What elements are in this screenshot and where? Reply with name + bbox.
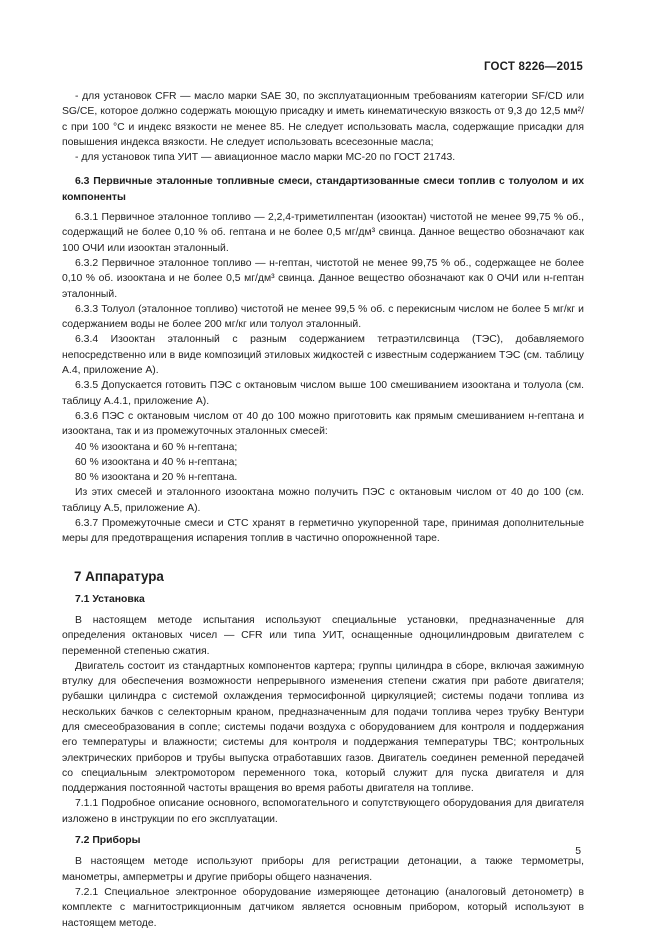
paragraph-oil-uit: - для установок типа УИТ — авиационное масло марки МС-20 по ГОСТ 21743.: [75, 152, 456, 164]
paragraph-6-3-4: 6.3.4 Изооктан эталонный с разным содержанием тетраэтилсвинца (ТЭС), добавляемого непосредственно или в виде композиций этиловых жидкостей с известным содержанием ТЭС (см. таблицу А.4, приложение А).: [62, 334, 584, 377]
page-number: 5: [575, 846, 581, 857]
mixture-item: 40 % изооктана и 60 % н-гептана;: [75, 441, 238, 453]
paragraph-6-3-5: 6.3.5 Допускается готовить ПЭС с октановым числом выше 100 смешиванием изооктана и толуола (см. таблицу А.4.1, приложение А).: [62, 380, 584, 407]
section-heading-7-2: 7.2 Приборы: [75, 835, 141, 847]
document-body: [62, 89, 584, 931]
standard-designation: ГОСТ 8226—2015: [483, 61, 583, 73]
paragraph-7-2-1: 7.2.1 Специальное электронное оборудование измеряющее детонацию (аналоговый детонометр) в комплекте с магнитострикционным датчиком является основным прибором, который используют в настоящем методе.: [62, 886, 584, 929]
paragraph-6-3-6-continued: Из этих смесей и эталонного изооктана можно получить ПЭС с октановым числом от 40 до 100 (см. таблицу А.5, приложение А).: [62, 487, 584, 514]
paragraph-6-3-6: 6.3.6 ПЭС с октановым числом от 40 до 100 можно приготовить как прямым смешиванием н-гептана и изооктана, так и из промежуточных эталонных смесей:: [62, 410, 584, 438]
paragraph-7-1-intro: В настоящем методе испытания используют специальные установки, предназначенные для определения октановых чисел — CFR или типа УИТ, оснащенные одноцилиндровым двигателем с переменной степенью сжатия.: [62, 614, 584, 657]
mixture-item: 60 % изооктана и 40 % н-гептана;: [75, 456, 238, 468]
paragraph-7-2-intro: В настоящем методе используют приборы для регистрации детонации, а также термометры, манометры, амперметры и другие приборы общего назначения.: [62, 856, 584, 883]
mixture-item: 80 % изооктана и 20 % н-гептана.: [75, 472, 238, 484]
chapter-heading-7: 7 Аппаратура: [74, 568, 164, 584]
paragraph-7-1-engine: Двигатель состоит из стандартных компонентов картера; группы цилиндра в сборе, включая зажимную втулку для обеспечения возможности непрерывного изменения степени сжатия при работе двигателя; рубашки цилиндра с системой охлаждения термосифонной циркуляцией; системы подачи топлива из нескольких бачков с селекторным краном, предназначенным для подачи топлива через трубку Вентури для смесеобразования в сопле; системы подачи воздуха с оборудованием для контроля и поддержания его температуры и влажности; системы для контроля и поддержания температуры ТВС; контрольных электрических приборов и трубы выпуска отработавших газов. Двигатель соединен ременной передачей со специальным электромотором переменного тока, который служит для пуска двигателя и для поддержания постоянной частоты вращения во время работы двигателя на топливе.: [62, 660, 584, 795]
section-heading-6-3: 6.3 Первичные эталонные топливные смеси, стандартизованные смеси топлив с толуолом и их компоненты: [62, 176, 584, 203]
paragraph-6-3-1: 6.3.1 Первичное эталонное топливо — 2,2,4-триметилпентан (изооктан) чистотой не менее 99,75 % об., содержащий не более 0,10 % об. гептана и не более 0,5 мг/дм³ свинца. Данное вещество обозначают как 100 ОЧИ или изооктан эталонный.: [62, 212, 584, 254]
paragraph-6-3-3: 6.3.3 Толуол (эталонное топливо) чистотой не менее 99,5 % об. с перекисным числом не более 5 мг/кг и содержанием воды не более 200 мг/кг или толуол эталонный.: [62, 303, 584, 331]
paragraph-6-3-7: 6.3.7 Промежуточные смеси и СТС хранят в герметично укупоренной таре, принимая дополнительные меры для предотвращения испарения топлив в частично опорожненной таре.: [62, 518, 584, 545]
paragraph-6-3-2: 6.3.2 Первичное эталонное топливо — н-гептан, чистотой не менее 99,75 % об., содержащее не более 0,10 % об. изооктана и не более 0,5 мг/дм³ свинца. Данное вещество обозначают как 0 ОЧИ или н-гептан эталонный.: [62, 257, 584, 300]
section-heading-7-1: 7.1 Установка: [75, 593, 145, 605]
paragraph-oil-cfr: - для установок CFR — масло марки SAE 30, по эксплуатационным требованиям категории SF/CD или SG/CE, которое должно содержать моющую присадку и иметь кинематическую вязкость от 9,3 до 12,5 мм²/с при 100 °С и индекс вязкости не менее 85. Не следует использовать масла, содержащие присадки для повышения индекса вязкости. Не следует использовать всесезонные масла;: [62, 91, 584, 148]
paragraph-7-1-1: 7.1.1 Подробное описание основного, вспомогательного и сопутствующего оборудования для двигателя изложено в инструкции по его эксплуатации.: [62, 798, 584, 825]
